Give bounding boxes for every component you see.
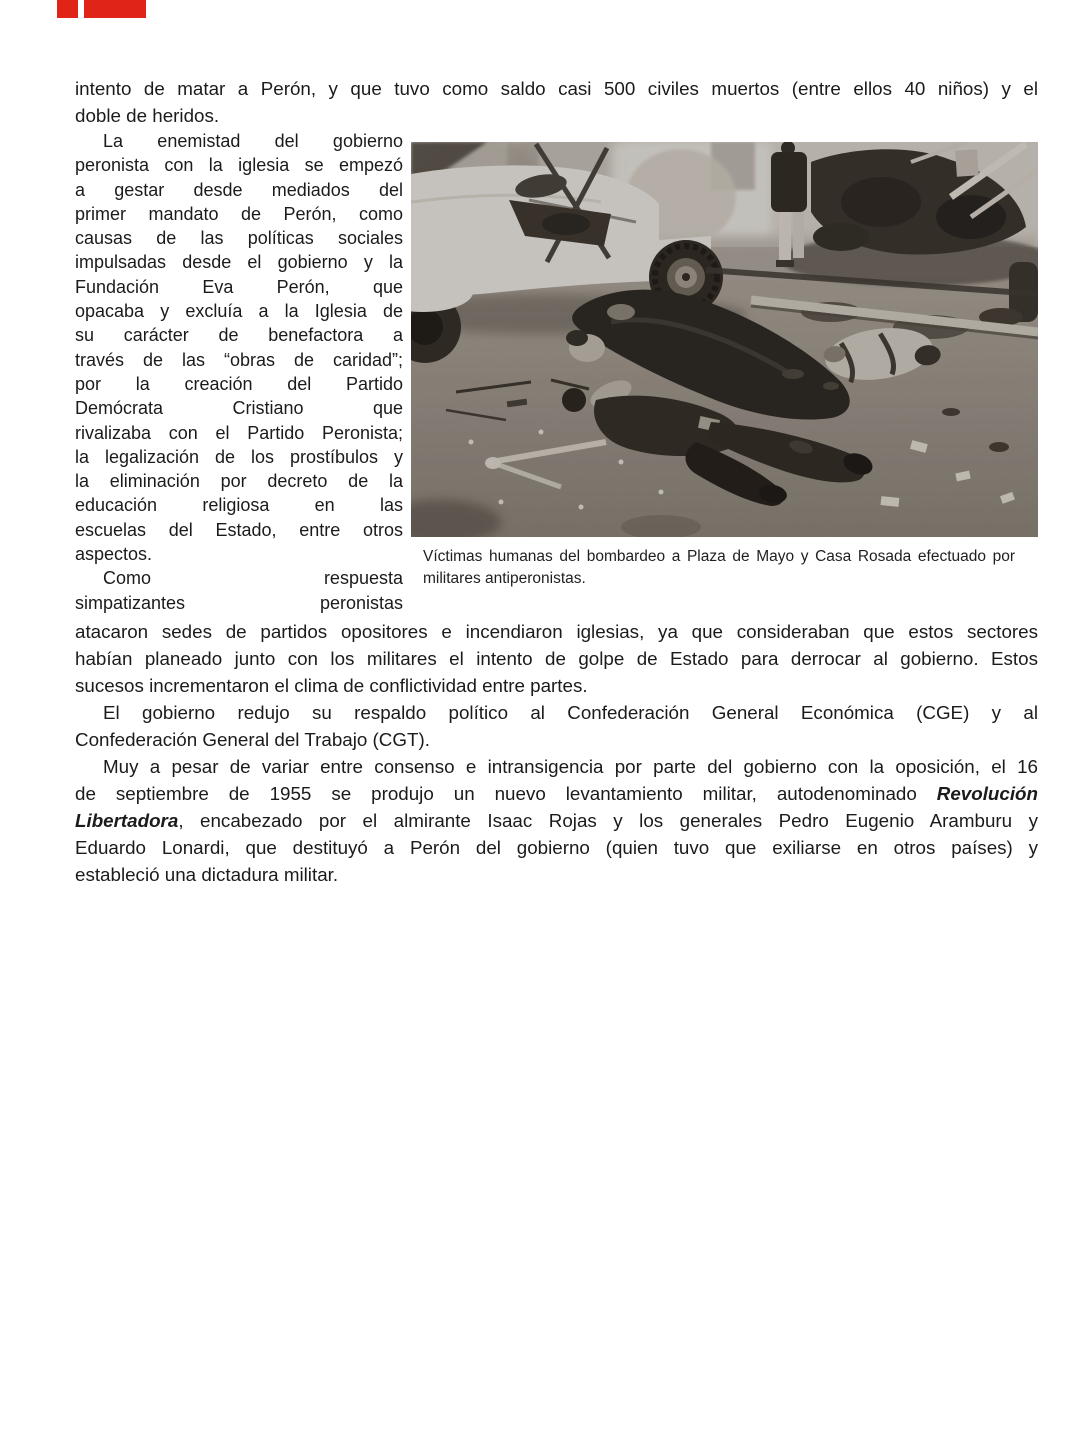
text-line: [75, 250, 403, 274]
text-segment: Como respuesta: [103, 568, 403, 589]
text-line: [75, 469, 403, 493]
text-segment: Demócrata Cristiano que: [75, 398, 403, 419]
text-line: [75, 445, 403, 469]
text-line: [75, 421, 403, 445]
text-segment: rivalizaba con el Partido Peronista;: [75, 422, 403, 443]
text-line: [75, 645, 1038, 672]
text-segment: su carácter de benefactora a: [75, 325, 403, 346]
paragraph-intro: [75, 75, 1038, 129]
text-segment: causas de las políticas sociales: [75, 228, 403, 249]
text-segment: escuelas del Estado, entre otros: [75, 519, 403, 540]
top-edge-red-fragment: [84, 0, 146, 18]
text-segment: la eliminación por decreto de la: [75, 471, 403, 492]
paragraph-church-conflict: [75, 129, 403, 566]
text-line: [75, 153, 403, 177]
text-segment: estableció una dictadura militar.: [75, 863, 339, 885]
text-line: [75, 542, 403, 566]
text-segment: a gestar desde mediados del: [75, 179, 403, 200]
text-segment: Confederación General del Trabajo (CGT).: [75, 728, 430, 750]
bombing-photo-illustration: [411, 142, 1038, 537]
text-line: [75, 753, 1038, 780]
text-segment: intento de matar a Perón, y que tuvo como saldo casi 500 civiles muertos (entre ellos 40 niños) y el: [75, 78, 1038, 99]
text-segment: , encabezado por el almirante Isaac Rojas y los generales Pedro Eugenio Aramburu y: [178, 809, 1038, 831]
paragraph-revolucion-libertadora: [75, 753, 1038, 888]
text-line: [75, 299, 403, 323]
left-text-column: [75, 129, 403, 615]
text-line: [75, 672, 1038, 699]
text-line: [75, 807, 1038, 834]
text-line: [75, 861, 1038, 888]
text-line: [75, 75, 1038, 102]
bold-italic-text: Revolución: [936, 782, 1038, 804]
paragraph-atacaron: [75, 618, 1038, 699]
text-segment: opacaba y excluía a la Iglesia de: [75, 301, 403, 322]
text-segment: través de las “obras de caridad”;: [75, 349, 403, 370]
text-line: [75, 275, 403, 299]
text-segment: doble de heridos.: [75, 105, 220, 126]
text-line: [75, 178, 403, 202]
text-segment: educación religiosa en las: [75, 495, 403, 516]
text-line: [75, 780, 1038, 807]
text-segment: peronista con la iglesia se empezó: [75, 155, 403, 176]
bombing-photo: [411, 142, 1038, 537]
text-segment: La enemistad del gobierno: [103, 131, 403, 151]
text-line: [75, 618, 1038, 645]
text-line: [75, 396, 403, 420]
text-segment: impulsadas desde el gobierno y la: [75, 252, 403, 273]
text-segment: Eduardo Lonardi, que destituyó a Perón del gobierno (quien tuvo que exiliarse en otros países) y: [75, 836, 1038, 858]
text-line: [75, 226, 403, 250]
top-edge-red-fragment: [57, 0, 78, 18]
text-segment: sucesos incrementaron el clima de conflictividad entre partes.: [75, 674, 588, 696]
photo-caption: [423, 546, 1015, 589]
text-segment: por la creación del Partido: [75, 373, 403, 394]
page-content: [75, 75, 1038, 888]
text-segment: aspectos.: [75, 544, 153, 565]
text-segment: El gobierno redujo su respaldo político al Confederación General Económica (CGE) y al: [103, 701, 1038, 723]
paragraph-como-respuesta: [75, 566, 403, 615]
text-segment: habían planeado junto con los militares el intento de golpe de Estado para derrocar al gobierno. Estos: [75, 647, 1038, 669]
text-segment: Fundación Eva Perón, que: [75, 276, 403, 297]
text-segment: militares antiperonistas.: [423, 569, 586, 587]
text-line: [423, 546, 1015, 568]
text-segment: de septiembre de 1955 se produjo un nuevo levantamiento militar, autodenominado: [75, 782, 937, 804]
text-line: [75, 372, 403, 396]
text-line: [75, 699, 1038, 726]
right-figure-column: [411, 129, 1038, 589]
paragraph-cge-cgt: [75, 699, 1038, 753]
two-column-section: [75, 129, 1038, 615]
text-line: [75, 129, 403, 153]
text-line: [75, 518, 403, 542]
text-line: [75, 591, 403, 615]
text-line: [75, 202, 403, 226]
text-line: [75, 323, 403, 347]
text-segment: primer mandato de Perón, como: [75, 203, 403, 224]
text-line: [75, 348, 403, 372]
text-line: [75, 493, 403, 517]
text-line: [75, 726, 1038, 753]
text-line: [423, 568, 1015, 590]
text-segment: Muy a pesar de variar entre consenso e intransigencia por parte del gobierno con la oposición, el 16: [103, 755, 1038, 777]
text-segment: atacaron sedes de partidos opositores e incendiaron iglesias, ya que consideraban que estos sectores: [75, 620, 1038, 642]
text-line: [75, 566, 403, 590]
text-segment: Víctimas humanas del bombardeo a Plaza de Mayo y Casa Rosada efectuado por: [423, 548, 1015, 565]
bold-italic-text: Libertadora: [75, 809, 179, 831]
text-segment: simpatizantes peronistas: [75, 592, 403, 613]
text-line: [75, 834, 1038, 861]
text-segment: la legalización de los prostíbulos y: [75, 446, 403, 467]
text-line: [75, 102, 1038, 129]
